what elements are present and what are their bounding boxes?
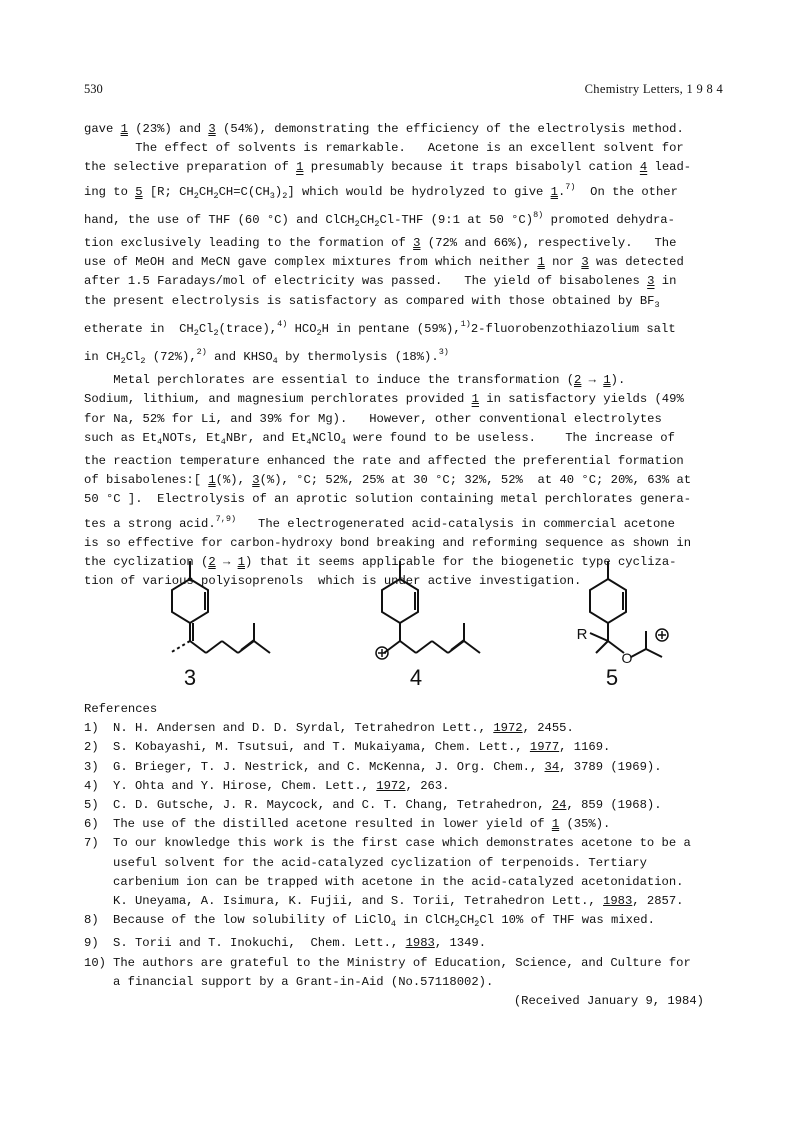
structure-5-label: 5	[605, 665, 619, 690]
references-section	[84, 700, 724, 1011]
body-line: the present electrolysis is satisfactory as compared with those obtained by $BF_3$	[84, 293, 660, 310]
structure-3	[170, 561, 270, 690]
body-line: for Na, 52% for Li, and 39% for Mg). However, other conventional electrolytes	[84, 411, 662, 426]
reference-item: 10) The authors are grateful to the Ministry of Education, Science, and Culture for	[84, 955, 691, 970]
body-line: etherate in $CH_2Cl_2(trace),^{4)}$ $HCO_2H$ in pentane (59%),$^{1)}$2-fluorobenzothiazolium salt	[84, 318, 676, 338]
received-date: (Received January 9, 1984)	[513, 994, 704, 1009]
body-line: ing to 5 [R; $CH_2CH_2CH=C(CH_3)_2$] which would be hydrolyzed to give 1.$^{7)}$ On the other	[84, 181, 678, 201]
reference-continuation: useful solvent for the acid-catalyzed cyclization of terpenoids. Tertiary	[113, 855, 647, 870]
reference-item: 2) S. Kobayashi, M. Tsutsui, and T. Mukaiyama, Chem. Lett., 1977, 1169.	[84, 740, 611, 755]
body-line: The effect of solvents is remarkable. Acetone is an excellent solvent for	[84, 141, 684, 156]
structure-5	[577, 561, 668, 690]
body-line: such as $Et_4NOTs$, $Et_4NBr$, and $Et_4NClO_4$ were found to be useless. The increase of	[84, 430, 675, 447]
body-line: use of MeOH and MeCN gave complex mixtures from which neither 1 nor 3 was detected	[84, 255, 684, 270]
body-line: of bisabolenes:[ 1(%), 3(%), °C; 52%, 25% at 30 °C; 32%, 52% at 40 °C; 20%, 63% at	[84, 473, 692, 488]
chemical-structures	[120, 553, 700, 698]
references-heading: References	[84, 702, 158, 716]
reference-item: 7) To our knowledge this work is the first case which demonstrates acetone to be a	[84, 836, 691, 851]
reference-continuation: K. Uneyama, A. Isimura, K. Fujii, and S. Torii, Tetrahedron Lett., 1983, 2857.	[113, 894, 684, 909]
body-line: the reaction temperature enhanced the rate and affected the preferential formation	[84, 454, 684, 469]
structure-4-label: 4	[409, 665, 423, 690]
reference-item: 5) C. D. Gutsche, J. R. Maycock, and C. T. Chang, Tetrahedron, 24, 859 (1968).	[84, 798, 662, 813]
page-number: 530	[84, 82, 103, 96]
body-line: is so effective for carbon-hydroxy bond breaking and reforming sequence as shown in	[84, 535, 692, 550]
reference-item: 6) The use of the distilled acetone resulted in lower yield of 1 (35%).	[84, 817, 611, 832]
structure-5-r-atom: R	[576, 626, 588, 643]
body-text	[84, 120, 724, 591]
reference-item: 1) N. H. Andersen and D. D. Syrdal, Tetrahedron Lett., 1972, 2455.	[84, 721, 574, 736]
body-line: 50 °C ]. Electrolysis of an aprotic solution containing metal perchlorates genera-	[84, 492, 692, 507]
body-line: tion exclusively leading to the formation of 3 (72% and 66%), respectively. The	[84, 236, 677, 251]
reference-continuation: carbenium ion can be trapped with acetone in the acid-catalyzed acetonidation.	[113, 874, 684, 889]
body-line: after 1.5 Faradays/mol of electricity was passed. The yield of bisabolenes 3 in	[84, 274, 677, 289]
reference-item: 4) Y. Ohta and Y. Hirose, Chem. Lett., 1972, 263.	[84, 778, 450, 793]
body-line: tion of various polyisoprenols which is under active investigation.	[84, 574, 582, 589]
body-line: gave 1 (23%) and 3 (54%), demonstrating the efficiency of the electrolysis method.	[84, 122, 684, 136]
reference-item: 9) S. Torii and T. Inokuchi, Chem. Lett., 1983, 1349.	[84, 936, 487, 951]
body-line: hand, the use of THF (60 °C) and $ClCH_2CH_2Cl$-THF (9:1 at 50 °C)$^{8)}$ promoted dehydra-	[84, 209, 675, 229]
body-line: the selective preparation of 1 presumably because it traps bisabolyl cation 4 lead-	[84, 160, 692, 175]
structure-4	[376, 561, 480, 690]
structure-3-label: 3	[183, 665, 197, 690]
structure-5-o-atom: O	[621, 650, 633, 666]
reference-item: 3) G. Brieger, T. J. Nestrick, and C. McKenna, J. Org. Chem., 34, 3789 (1969).	[84, 759, 662, 774]
body-line: tes a strong acid.$^{7,9)}$ The electrogenerated acid-catalysis in commercial acetone	[84, 513, 675, 531]
body-line: the cyclization (2 → 1) that it seems applicable for the biogenetic type cycliza-	[84, 555, 677, 570]
body-line: Sodium, lithium, and magnesium perchlorates provided 1 in satisfactory yields (49%	[84, 392, 684, 407]
body-line: in $CH_2Cl_2$ (72%),$^{2)}$ and $KHSO_4$ by thermolysis (18%).$^{3)}$	[84, 347, 449, 367]
reference-continuation: a financial support by a Grant-in-Aid (No.57118002).	[113, 974, 494, 989]
body-line: Metal perchlorates are essential to induce the transformation (2 → 1).	[84, 373, 626, 388]
reference-item: 8) Because of the low solubility of LiClO$_4$ in $ClCH_2CH_2Cl$ 10% of THF was mixed.	[84, 913, 655, 930]
journal-header: Chemistry Letters, 1 9 8 4	[584, 82, 723, 96]
